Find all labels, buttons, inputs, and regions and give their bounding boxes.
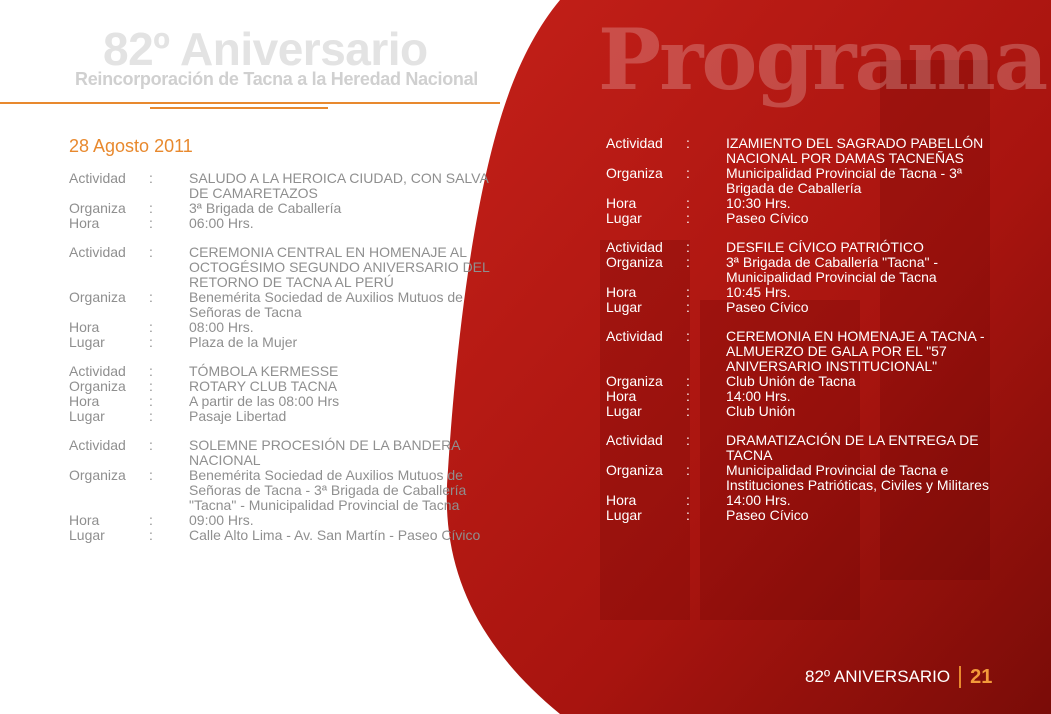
schedule-row — [606, 136, 1006, 166]
field-value: DESFILE CÍVICO PATRIÓTICO — [726, 239, 924, 255]
schedule-row — [606, 493, 1006, 508]
orange-rule-long — [0, 102, 500, 104]
schedule-row — [69, 409, 499, 424]
field-value: 06:00 Hrs. — [189, 215, 254, 231]
schedule-block — [606, 240, 1006, 315]
field-label: Organiza — [606, 462, 663, 478]
schedule-block — [606, 136, 1006, 226]
field-separator: : — [149, 467, 153, 483]
field-label: Organiza — [69, 200, 126, 216]
field-separator: : — [149, 393, 153, 409]
field-label: Hora — [69, 215, 100, 231]
schedule-row — [606, 166, 1006, 196]
schedule-block — [69, 171, 499, 231]
schedule-row — [69, 216, 499, 231]
field-value: Club Unión — [726, 403, 796, 419]
field-separator: : — [686, 373, 690, 389]
schedule-block — [606, 433, 1006, 523]
field-separator: : — [149, 334, 153, 350]
field-separator: : — [149, 408, 153, 424]
field-separator: : — [686, 239, 690, 255]
field-label: Lugar — [606, 299, 642, 315]
field-label: Actividad — [606, 432, 663, 448]
field-value: Pasaje Libertad — [189, 408, 287, 424]
footer-divider — [959, 666, 961, 688]
event-date: 28 Agosto 2011 — [69, 136, 193, 156]
field-separator: : — [686, 165, 690, 181]
field-separator: : — [686, 299, 690, 315]
field-label: Hora — [606, 195, 637, 211]
schedule-row — [69, 513, 499, 528]
field-value: IZAMIENTO DEL SAGRADO PABELLÓN NACIONAL POR DAMAS TACNEÑAS — [726, 135, 984, 166]
field-value: 14:00 Hrs. — [726, 492, 791, 508]
field-label: Lugar — [606, 403, 642, 419]
field-value: 3ª Brigada de Caballería — [189, 200, 342, 216]
field-separator: : — [149, 512, 153, 528]
field-label: Hora — [606, 492, 637, 508]
field-label: Hora — [606, 284, 637, 300]
schedule-row — [606, 329, 1006, 374]
field-value: Paseo Cívico — [726, 507, 809, 523]
field-separator: : — [686, 328, 690, 344]
field-value: 14:00 Hrs. — [726, 388, 791, 404]
field-label: Actividad — [606, 239, 663, 255]
schedule-block — [69, 438, 499, 543]
field-label: Organiza — [606, 254, 663, 270]
anniversary-subtitle: Reincorporación de Tacna a la Heredad Nacional — [75, 69, 478, 89]
field-value: A partir de las 08:00 Hrs — [189, 393, 340, 409]
field-separator: : — [686, 135, 690, 151]
field-separator: : — [686, 254, 690, 270]
field-label: Actividad — [69, 437, 126, 453]
schedule-row — [69, 394, 499, 409]
schedule-row — [69, 290, 499, 320]
schedule-row — [606, 433, 1006, 463]
field-separator: : — [149, 215, 153, 231]
schedule-row — [69, 379, 499, 394]
field-separator: : — [686, 210, 690, 226]
field-separator: : — [149, 244, 153, 260]
field-value: Benemérita Sociedad de Auxilios Mutuos de Señoras de Tacna — [189, 289, 463, 320]
schedule-row — [69, 245, 499, 290]
schedule-row — [69, 335, 499, 350]
field-separator: : — [686, 432, 690, 448]
field-label: Actividad — [69, 363, 126, 379]
schedule-row — [606, 389, 1006, 404]
schedule-row — [606, 463, 1006, 493]
field-value: DRAMATIZACIÓN DE LA ENTREGA DE TACNA — [726, 432, 979, 463]
field-label: Hora — [69, 393, 100, 409]
field-label: Lugar — [69, 527, 105, 543]
page-number: 21 — [970, 665, 993, 688]
field-value: Calle Alto Lima - Av. San Martín - Paseo Cívico — [189, 527, 481, 543]
field-value: TÓMBOLA KERMESSE — [189, 363, 339, 379]
field-label: Organiza — [606, 165, 663, 181]
field-label: Organiza — [606, 373, 663, 389]
schedule-row — [606, 374, 1006, 389]
schedule-row — [606, 240, 1006, 255]
field-separator: : — [149, 200, 153, 216]
field-label: Actividad — [606, 328, 663, 344]
schedule-row — [606, 300, 1006, 315]
field-label: Organiza — [69, 289, 126, 305]
field-value: 3ª Brigada de Caballería "Tacna" - Municipalidad Provincial de Tacna — [726, 254, 939, 285]
schedule-row — [69, 468, 499, 513]
field-value: 10:30 Hrs. — [726, 195, 791, 211]
field-label: Actividad — [606, 135, 663, 151]
field-label: Hora — [69, 319, 100, 335]
schedule-row — [606, 508, 1006, 523]
field-label: Hora — [69, 512, 100, 528]
field-separator: : — [686, 284, 690, 300]
field-value: SALUDO A LA HEROICA CIUDAD, CON SALVA DE CAMARETAZOS — [189, 170, 489, 201]
schedule-row — [606, 196, 1006, 211]
schedule-row — [606, 211, 1006, 226]
page-footer — [805, 665, 992, 689]
field-separator: : — [149, 527, 153, 543]
field-separator: : — [686, 507, 690, 523]
field-separator: : — [686, 403, 690, 419]
schedule-row — [69, 320, 499, 335]
field-label: Lugar — [69, 334, 105, 350]
field-label: Hora — [606, 388, 637, 404]
field-separator: : — [149, 378, 153, 394]
field-value: Paseo Cívico — [726, 210, 809, 226]
left-schedule — [69, 171, 499, 557]
field-label: Organiza — [69, 467, 126, 483]
field-separator: : — [149, 170, 153, 186]
schedule-block — [69, 364, 499, 424]
schedule-row — [69, 364, 499, 379]
schedule-row — [69, 171, 499, 201]
field-separator: : — [686, 388, 690, 404]
field-value: 10:45 Hrs. — [726, 284, 791, 300]
orange-rule-short — [150, 107, 328, 109]
anniversary-title: 82º Aniversario — [103, 23, 428, 75]
section-title: Programa — [598, 10, 1047, 109]
field-value: Plaza de la Mujer — [189, 334, 298, 350]
field-label: Organiza — [69, 378, 126, 394]
field-separator: : — [686, 462, 690, 478]
field-label: Lugar — [606, 507, 642, 523]
schedule-row — [69, 201, 499, 216]
field-value: Paseo Cívico — [726, 299, 809, 315]
field-label: Actividad — [69, 170, 126, 186]
field-value: SOLEMNE PROCESIÓN DE LA BANDERA NACIONAL — [189, 437, 460, 468]
field-value: Municipalidad Provincial de Tacna e Instituciones Patrióticas, Civiles y Militares — [726, 462, 989, 493]
schedule-block — [69, 245, 499, 350]
field-value: Municipalidad Provincial de Tacna - 3ª Brigada de Caballería — [726, 165, 963, 196]
schedule-row — [69, 528, 499, 543]
field-separator: : — [686, 195, 690, 211]
field-value: CEREMONIA CENTRAL EN HOMENAJE AL OCTOGÉSIMO SEGUNDO ANIVERSARIO DEL RETORNO DE TACNA AL PERÚ — [189, 244, 490, 290]
field-separator: : — [149, 319, 153, 335]
field-separator: : — [149, 437, 153, 453]
field-separator: : — [149, 289, 153, 305]
schedule-block — [606, 329, 1006, 419]
field-separator: : — [686, 492, 690, 508]
field-value: CEREMONIA EN HOMENAJE A TACNA - ALMUERZO DE GALA POR EL "57 ANIVERSARIO INSTITUCIONAL" — [726, 328, 985, 374]
schedule-row — [606, 404, 1006, 419]
field-value: 09:00 Hrs. — [189, 512, 254, 528]
field-value: 08:00 Hrs. — [189, 319, 254, 335]
field-label: Lugar — [606, 210, 642, 226]
field-label: Lugar — [69, 408, 105, 424]
field-value: Club Unión de Tacna — [726, 373, 856, 389]
right-schedule — [606, 136, 1006, 537]
field-label: Actividad — [69, 244, 126, 260]
schedule-row — [69, 438, 499, 468]
schedule-row — [606, 255, 1006, 285]
schedule-row — [606, 285, 1006, 300]
field-separator: : — [149, 363, 153, 379]
field-value: ROTARY CLUB TACNA — [189, 378, 338, 394]
field-value: Benemérita Sociedad de Auxilios Mutuos de Señoras de Tacna - 3ª Brigada de Caballería "Tacna" - Municipalidad Provincial de Tacna — [189, 467, 467, 513]
footer-label: 82º ANIVERSARIO — [805, 667, 951, 686]
